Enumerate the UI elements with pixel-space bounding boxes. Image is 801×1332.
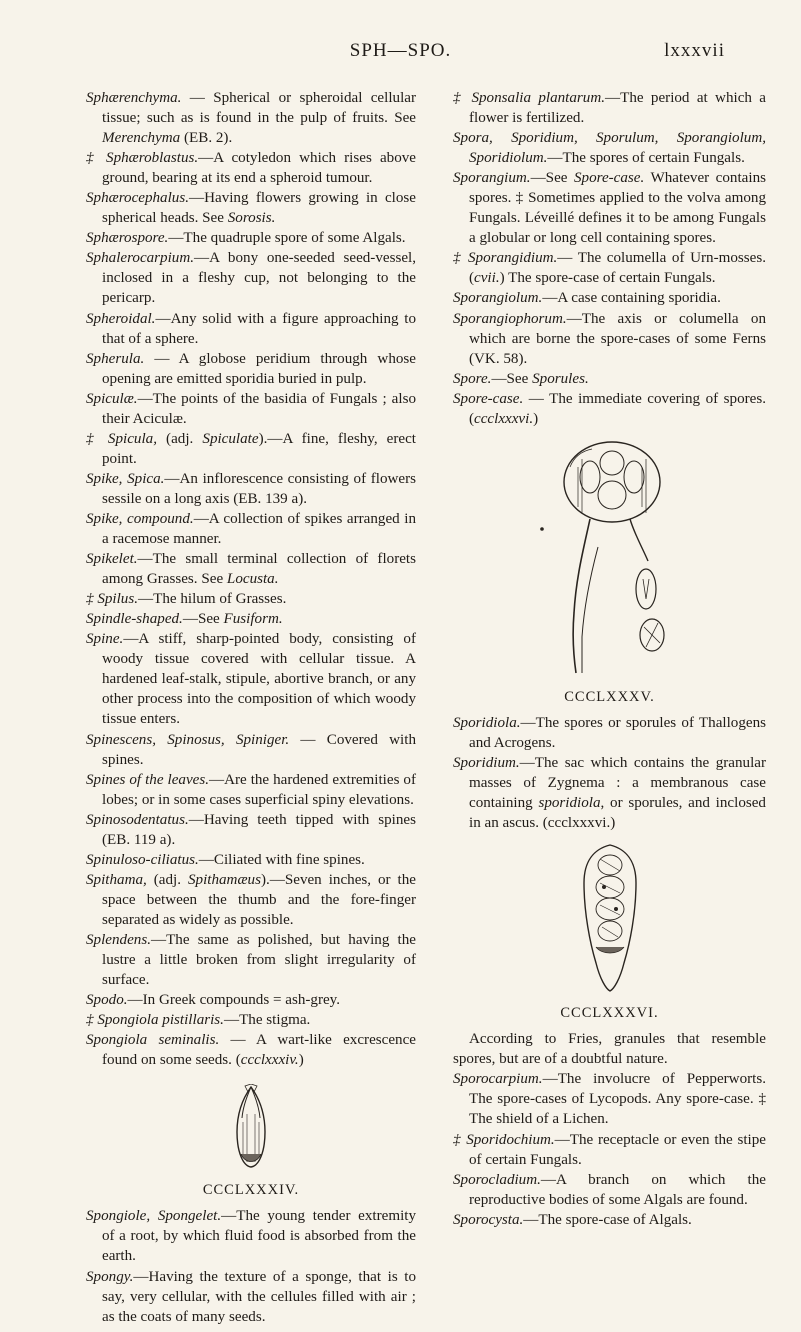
entry-headword: Sporocarpium. — [453, 1071, 543, 1088]
entry-definition: —A collection of spikes arranged in a racemose manner. — [102, 510, 416, 548]
entry-headword: ‡ Sphæroblastus. — [86, 150, 199, 167]
entry-headword: Spheroidal. — [86, 310, 156, 327]
dictionary-entry — [453, 88, 766, 128]
dictionary-entry — [86, 770, 416, 810]
dictionary-entry — [453, 1130, 766, 1170]
dictionary-entry — [86, 188, 416, 228]
entry-definition: —A cotyledon which rises above ground, bearing at its end a spheroid tumour. — [102, 150, 416, 187]
entry-definition: —A branch on which the reproductive bodies of some Algals are found. — [469, 1171, 766, 1208]
entry-cross-reference: Locusta. — [226, 571, 279, 588]
dictionary-entry — [453, 128, 766, 168]
entry-definition: —The spore-case of Algals. — [523, 1211, 692, 1228]
entry-definition: — A globose peridium through whose opening are emitted sporidia buried in pulp. — [102, 350, 416, 387]
dictionary-entry — [86, 930, 416, 990]
entry-definition-tail: ).—A fine, fleshy, erect point. — [102, 430, 416, 467]
entry-headword: ‡ Spilus. — [86, 591, 138, 608]
entry-headword: Sphærocephalus. — [86, 190, 189, 207]
dictionary-entry — [86, 389, 416, 429]
entry-headword: Sporocysta. — [453, 1211, 524, 1228]
entry-definition: —Having flowers growing in close spherical heads. See — [102, 190, 416, 227]
dictionary-entry — [86, 429, 416, 469]
entry-headword: Spodo. — [86, 992, 128, 1009]
entry-headword: Sporangiophorum. — [453, 310, 567, 327]
dictionary-entry — [453, 753, 766, 833]
figure-ccclxxxvi — [453, 843, 766, 999]
left-entries-bottom — [86, 1206, 416, 1326]
entry-definition: —Having the texture of a sponge, that is to say, very cellular, with the cellules filled with air ; as the coats of many seeds. — [102, 1268, 416, 1325]
entry-cross-reference: ccclxxxvi. — [474, 410, 534, 427]
entry-headword: ‡ Spicula, — [86, 430, 157, 447]
entry-definition: (adj. — [146, 871, 188, 888]
body-paragraph: According to Fries, granules that resemble spores, but are of a doubtful nature. — [453, 1031, 766, 1068]
entry-definition: — The immediate covering of spores. ( — [469, 390, 766, 427]
entry-headword: Spongiole, Spongelet. — [86, 1208, 222, 1225]
entry-headword: Splendens. — [86, 931, 151, 948]
entry-definition: —The hilum of Grasses. — [138, 591, 287, 608]
dictionary-entry — [86, 589, 416, 609]
dictionary-entry — [453, 168, 766, 248]
dictionary-entry — [86, 629, 416, 729]
dictionary-entry — [453, 288, 766, 308]
entry-definition: —The same as polished, but having the lustre a little broken from slight irregularity of surface. — [102, 931, 416, 989]
dictionary-entry — [86, 88, 416, 148]
entry-headword: Spora, Sporidium, Sporulum, Sporangiolum, Sporidiolum. — [453, 130, 766, 167]
right-column — [453, 88, 766, 1230]
entry-definition: —See — [491, 370, 533, 387]
entry-headword: Spike, compound. — [86, 510, 194, 527]
entry-cross-reference: Merenchyma — [102, 130, 181, 147]
entry-definition: —The small terminal collection of florets among Grasses. See — [102, 551, 416, 588]
dictionary-entry — [453, 1210, 766, 1230]
entry-cross-reference: Spithamæus — [187, 871, 261, 888]
dictionary-entry — [86, 810, 416, 850]
entry-cross-reference: cvii. — [474, 270, 500, 287]
entry-headword: Spiculæ. — [86, 390, 138, 407]
sporidium-ascus-illustration — [574, 843, 646, 993]
entry-cross-reference: Sporules. — [532, 370, 589, 387]
entry-definition: (adj. — [156, 430, 203, 447]
entry-definition: —See — [530, 170, 574, 187]
entry-definition: —The spores or sporules of Thallogens and Acrogens. — [469, 714, 766, 751]
dictionary-entry — [86, 228, 416, 248]
dictionary-entry — [453, 389, 766, 429]
dictionary-entry — [86, 609, 416, 629]
entry-headword: Spike, Spica. — [86, 470, 165, 487]
entry-definition: —A stiff, sharp-pointed body, consisting of woody tissue covered with cellular tissue. A hardened leaf-stalk, stipule, abortive branch, or any other process into the composition of which woody tissue enters. — [102, 631, 416, 728]
entry-definition: —A bony one-seeded seed-vessel, inclosed in a fleshy cup, not belonging to the pericarp. — [102, 250, 416, 307]
dictionary-entry — [86, 1030, 416, 1070]
dictionary-entry — [86, 509, 416, 549]
entry-headword: Sphalerocarpium. — [86, 250, 195, 267]
right-entries-bottom — [453, 1069, 766, 1229]
entry-cross-reference: Fusiform. — [223, 611, 283, 628]
right-entries-middle — [453, 713, 766, 833]
dictionary-entry — [86, 990, 416, 1010]
dictionary-entry — [86, 850, 416, 870]
entry-definition: — The columella of Urn-mosses. ( — [469, 250, 766, 287]
figure-caption: CCCLXXXV. — [564, 688, 655, 705]
entry-cross-reference: Spiculate — [202, 430, 259, 447]
figure-ccclxxxv — [453, 437, 766, 683]
entry-headword: Sporidium. — [453, 754, 520, 771]
dictionary-entry — [86, 349, 416, 389]
entry-definition: —An inflorescence consisting of flowers sessile on a long axis (EB. 139 a). — [102, 470, 416, 507]
entry-definition: — Spherical or spheroidal cellular tissue; such as is found in the pulp of fruits. See — [102, 90, 416, 127]
entry-definition-tail: ) — [533, 410, 539, 427]
dictionary-entry — [453, 1170, 766, 1210]
figure-ccclxxxiv — [86, 1084, 416, 1176]
dictionary-entry — [86, 1010, 416, 1030]
entry-definition: —The spores of certain Fungals. — [547, 150, 745, 167]
right-entries-top — [453, 88, 766, 429]
entry-definition-tail: (EB. 2). — [180, 130, 233, 147]
entry-headword: Spithama, — [86, 871, 147, 888]
entry-headword: ‡ Sporangidium. — [453, 250, 558, 267]
page-number: lxxxvii — [664, 40, 725, 61]
dictionary-entry — [86, 309, 416, 349]
running-title: SPH—SPO. — [349, 40, 452, 61]
entry-headword: ‡ Sponsalia plantarum. — [453, 90, 606, 106]
spore-case-illustration — [530, 437, 690, 677]
dictionary-entry — [86, 549, 416, 589]
entry-definition: —The stigma. — [223, 1012, 311, 1029]
entry-definition: — A wart-like excrescence found on some seeds. ( — [102, 1032, 416, 1069]
entry-definition: —Having teeth tipped with spines (EB. 119 a). — [102, 811, 416, 848]
entry-headword: Spherula. — [86, 350, 145, 367]
entry-headword: Sphærospore. — [86, 230, 169, 247]
entry-headword: Spindle-shaped. — [86, 611, 183, 628]
entry-definition: —In Greek compounds = ash-grey. — [127, 992, 341, 1009]
entry-headword: Sporangiolum. — [453, 290, 543, 307]
entry-cross-reference: sporidiola — [538, 795, 601, 812]
dictionary-entry — [86, 469, 416, 509]
entry-headword: Spines of the leaves. — [86, 771, 209, 788]
entry-definition: —The involucre of Pepperworts. The spore-cases of Lycopods. Any spore-case. ‡ The shield of a Lichen. — [469, 1071, 766, 1128]
dictionary-entry — [86, 1267, 416, 1327]
entry-headword: Spongiola seminalis. — [86, 1032, 220, 1049]
dictionary-entry — [453, 369, 766, 389]
dictionary-entry — [86, 248, 416, 308]
entry-definition: —Ciliated with fine spines. — [198, 851, 365, 868]
entry-headword: ‡ Sporidochium. — [453, 1131, 555, 1148]
entry-definition: —Are the hardened extremities of lobes; or in some cases superficial spiny elevations. — [102, 771, 416, 808]
entry-definition-tail: , or sporules, and inclosed in an ascus. (ccclxxxvi.) — [469, 795, 766, 832]
dictionary-entry — [86, 148, 416, 188]
entry-headword: Spinosodentatus. — [86, 811, 189, 828]
left-column — [86, 88, 416, 1327]
dictionary-entry — [453, 309, 766, 369]
page-header — [0, 40, 801, 70]
entry-headword: Sporangium. — [453, 170, 531, 187]
entry-definition-tail: Whatever contains spores. ‡ Sometimes applied to the volva among Fungals. Léveillé defines it to be among Fungals a globular or long cell containing spores. — [469, 170, 766, 247]
entry-headword: Spinescens, Spinosus, Spiniger. — [86, 731, 290, 748]
entry-definition: —A case containing sporidia. — [542, 290, 721, 307]
entry-definition: —The sac which contains the granular masses of Zygnema : a membranous case containing — [469, 754, 766, 812]
entry-cross-reference: Spore-case. — [573, 170, 645, 187]
entry-headword: Spine. — [86, 631, 124, 648]
dictionary-entry — [453, 248, 766, 288]
dictionary-entry — [86, 870, 416, 930]
left-entries-top — [86, 88, 416, 1070]
entry-headword: Sporocladium. — [453, 1171, 541, 1188]
entry-headword: Spinuloso-ciliatus. — [86, 851, 199, 868]
entry-definition: —The points of the basidia of Fungals ; also their Aciculæ. — [102, 390, 416, 427]
entry-definition: —Any solid with a figure approaching to that of a sphere. — [102, 310, 416, 347]
entry-headword: Sporidiola. — [453, 714, 521, 731]
entry-cross-reference: ccclxxxiv. — [240, 1052, 299, 1069]
entry-definition: —See — [182, 611, 224, 628]
entry-headword: Spongy. — [86, 1268, 134, 1285]
spongiola-seed-illustration — [231, 1084, 271, 1170]
entry-headword: ‡ Spongiola pistillaris. — [86, 1012, 224, 1029]
figure-caption: CCCLXXXVI. — [560, 1005, 659, 1022]
entry-definition: —The young tender extremity of a root, by which fluid food is absorbed from the earth. — [102, 1208, 416, 1265]
entry-definition: —The quadruple spore of some Algals. — [168, 230, 406, 247]
dictionary-entry — [86, 1206, 416, 1266]
entry-headword: Spore-case. — [453, 390, 524, 407]
entry-headword: Spore. — [453, 370, 492, 387]
entry-headword: Sphærenchyma. — [86, 90, 182, 106]
entry-definition: —The axis or columella on which are borne the spore-cases of some Ferns (VK. 58). — [469, 310, 766, 367]
entry-definition-tail: ).—Seven inches, or the space between the thumb and the fore-finger separated as widely as possible. — [102, 871, 416, 928]
entry-definition-tail: ) — [298, 1052, 304, 1069]
dictionary-entry — [453, 713, 766, 753]
entry-definition: —The period at which a flower is fertilized. — [469, 90, 766, 127]
entry-headword: Spikelet. — [86, 551, 138, 568]
entry-cross-reference: Sorosis. — [227, 210, 276, 227]
dictionary-entry — [86, 730, 416, 770]
entry-definition: — Covered with spines. — [102, 731, 416, 768]
entry-definition-tail: ) The spore-case of certain Fungals. — [499, 270, 716, 287]
entry-definition: —The receptacle or even the stipe of certain Fungals. — [469, 1131, 766, 1168]
dictionary-entry — [453, 1069, 766, 1129]
figure-caption: CCCLXXXIV. — [202, 1182, 300, 1199]
